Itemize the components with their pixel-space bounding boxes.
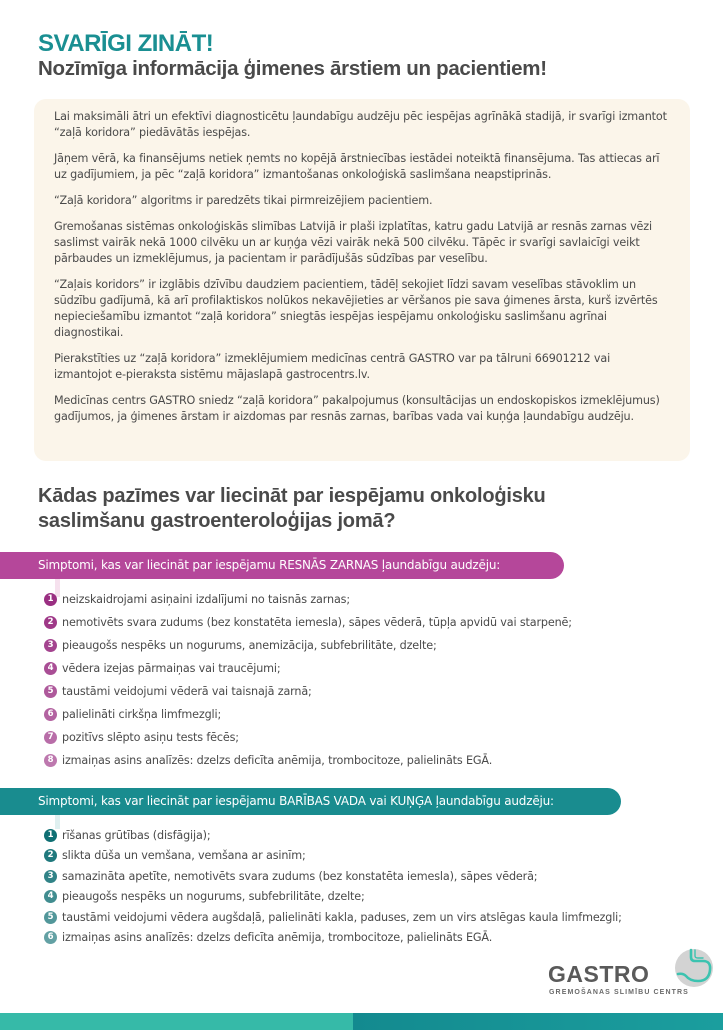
logo-tagline: GREMOŠANAS SLIMĪBU CENTRS [549,989,689,996]
footer-bar-left [0,1013,353,1030]
list-item [44,928,622,949]
page-title: SVARĪGI ZINĀT! [38,30,214,57]
list-item-text: samazināta apetīte, nemotivēts svara zudums (bez konstatēta iemesla), sāpes vēderā; [62,869,538,883]
list-item [44,703,572,726]
list-item-text: nemotivēts svara zudums (bez konstatēta iemesla), sāpes vēderā, tūpļa apvidū vai starpenē; [62,616,572,629]
list-item [44,846,622,867]
info-box [34,99,690,461]
section-question: Kādas pazīmes var liecināt par iespējamu onkoloģisku saslimšanu gastroenteroloģijas jomā? [38,485,546,532]
number-badge: 1 [44,829,57,842]
info-paragraph: Medicīnas centrs GASTRO sniedz “zaļā koridora” pakalpojumus (konsultācijas un endoskopiskos izmeklējumus) gadījumos, ja ģimenes ārstam ir aizdomas par resnās zarnas, barības vada vai kuņģa ļaundabīgu audzēju. [54,394,660,423]
number-badge: 2 [44,849,57,862]
logo-wordmark: GASTRO [548,961,650,987]
list-item [44,611,572,634]
list-item [44,657,572,680]
list-item [44,680,572,703]
number-badge: 2 [44,616,57,629]
stomach-symptoms-list [44,825,622,948]
list-item [44,887,622,908]
list-item-text: izmaiņas asins analīzēs: dzelzs deficīta anēmija, trombocitoze, palielināts EGĀ. [62,931,493,945]
list-item [44,825,622,846]
number-badge: 3 [44,639,57,652]
number-badge: 1 [44,593,57,606]
list-item [44,749,572,772]
colon-symptoms-list [44,588,572,772]
list-item-text: pozitīvs slēpto asiņu tests fēcēs; [62,731,239,744]
list-item-text: neizskaidrojami asiņaini izdalījumi no taisnās zarnas; [62,593,350,606]
number-badge: 7 [44,731,57,744]
info-paragraph: “Zaļais koridors” ir izglābis dzīvību daudziem pacientiem, tādēļ sekojiet līdzi savam veselības stāvoklim un sūdzību gadījumā, kā arī profilaktiskos nolūkos nekavējieties ar vēršanos pie sava ģimenes ārsta, kurš izvērtēs nepieciešamību izmantot “zaļā koridora” sniegtās iespējas iespējamu onkoloģisku saslimšanu agrīnai diagnostikai. [54,278,658,339]
stomach-symptoms-banner: Simptomi, kas var liecināt par iespējamu BARĪBAS VADA vai KUŅĢA ļaundabīgu audzēju: [0,788,621,815]
colon-symptoms-banner: Simptomi, kas var liecināt par iespējamu RESNĀS ZARNAS ļaundabīgu audzēju: [0,552,564,579]
info-paragraph: “Zaļā koridora” algoritms ir paredzēts tikai pirmreizējiem pacientiem. [54,194,433,207]
info-paragraph: Pierakstīties uz “zaļā koridora” izmeklējumiem medicīnas centrā GASTRO var pa tālruni 66901212 vai izmantojot e-pieraksta sistēmu mājaslapā gastrocentrs.lv. [54,352,611,381]
footer-bar-right [353,1013,723,1030]
info-paragraph: Jāņem vērā, ka finansējums netiek ņemts no kopējā ārstniecības iestādei noteiktā finansējuma. Tas attiecas arī uz gadījumiem, ja pēc “zaļā koridora” izmantošanas onkoloģiskā saslimšana neapstiprinās. [54,152,660,181]
number-badge: 3 [44,870,57,883]
number-badge: 6 [44,931,57,944]
list-item-text: izmaiņas asins analīzēs: dzelzs deficīta anēmija, trombocitoze, palielināts EGĀ. [62,754,493,767]
list-item-text: pieaugošs nespēks un nogurums, subfebrilitāte, dzelte; [62,890,365,904]
page-subtitle: Nozīmīga informācija ģimenes ārstiem un pacientiem! [38,57,547,80]
list-item [44,907,622,928]
info-paragraph: Gremošanas sistēmas onkoloģiskās slimības Latvijā ir plaši izplatītas, katru gadu Latvijā ar resnās zarnas vēzi saslimst vairāk nekā 1000 cilvēku un ar kuņģa vēzi vairāk nekā 500 cilvēku. Tāpēc ir svarīgi savlaicīgi veikt pārbaudes un izmeklējumus, ja pacientam ir parādījušās sūdzības par veselību. [54,220,652,265]
number-badge: 4 [44,662,57,675]
number-badge: 4 [44,890,57,903]
list-item [44,866,622,887]
number-badge: 5 [44,911,57,924]
list-item-text: palielināti cirkšņa limfmezgli; [62,708,222,721]
info-paragraph: Lai maksimāli ātri un efektīvi diagnosticētu ļaundabīgu audzēju pēc iespējas agrīnākā stadijā, ir svarīgi izmantot “zaļā koridora” piedāvātās iespējas. [54,110,667,139]
gastro-logo [548,948,713,1000]
list-item-text: slikta dūša un vemšana, vemšana ar asinīm; [62,849,306,863]
number-badge: 8 [44,754,57,767]
number-badge: 5 [44,685,57,698]
list-item-text: taustāmi veidojumi vēderā vai taisnajā zarnā; [62,685,312,698]
list-item-text: vēdera izejas pārmaiņas vai traucējumi; [62,662,281,675]
list-item [44,726,572,749]
list-item-text: rīšanas grūtības (disfāgija); [62,828,211,842]
list-item [44,588,572,611]
stomach-icon [670,948,716,988]
list-item-text: pieaugošs nespēks un nogurums, anemizācija, subfebrilitāte, dzelte; [62,639,437,652]
number-badge: 6 [44,708,57,721]
list-item-text: taustāmi veidojumi vēdera augšdaļā, palielināti kakla, paduses, zem un virs atslēgas kaula limfmezgli; [62,910,622,924]
list-item [44,634,572,657]
